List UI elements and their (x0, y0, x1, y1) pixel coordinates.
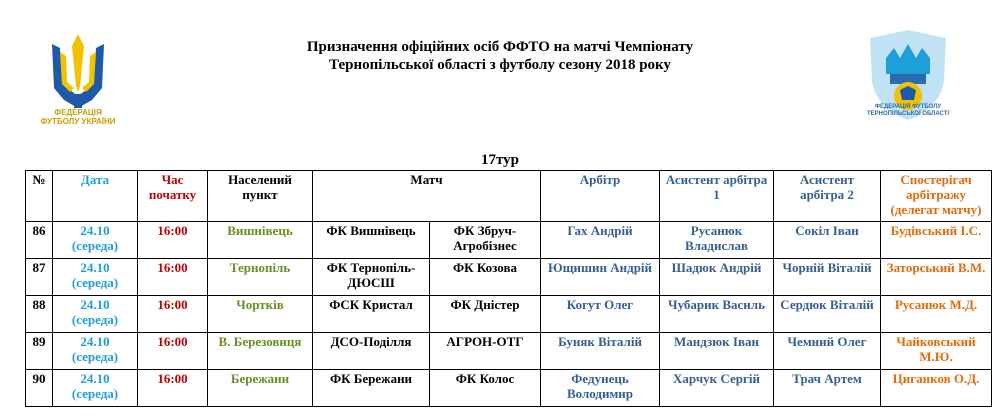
row-home-team: ФК Тернопіль-ДЮСШ (313, 259, 430, 296)
row-home-team: ФК Бережани (313, 370, 430, 407)
col-date: Дата (53, 171, 138, 222)
col-assistant2: Асистент арбітра 2 (774, 171, 881, 222)
row-assistant1: Мандзюк Іван (660, 333, 774, 370)
row-date: 24.10 (середа) (53, 259, 138, 296)
col-time: Час початку (138, 171, 208, 222)
col-observer: Спостерігач арбітражу (делегат матчу) (881, 171, 992, 222)
title-line-1: Призначення офіційних осіб ФФТО на матчі Чемпіонату (306, 39, 694, 55)
row-observer: Русанюк М.Д. (881, 296, 992, 333)
row-assistant1: Харчук Сергій (660, 370, 774, 407)
row-date: 24.10 (середа) (53, 370, 138, 407)
row-observer: Чайковський М.Ю. (881, 333, 992, 370)
row-time: 16:00 (138, 370, 208, 407)
assignments-table (25, 170, 992, 407)
table-header-row (26, 171, 992, 222)
row-place: Бережани (208, 370, 313, 407)
row-home-team: ФК Вишнівець (313, 222, 430, 259)
row-referee: Когут Олег (541, 296, 660, 333)
col-place: Населений пункт (208, 171, 313, 222)
col-referee: Арбітр (541, 171, 660, 222)
row-place: Вишнівець (208, 222, 313, 259)
row-num: 87 (26, 259, 53, 296)
table-row (26, 259, 992, 296)
title-line-2: Тернопільської області з футболу сезону 2018 року (329, 57, 671, 73)
row-time: 16:00 (138, 333, 208, 370)
table-row (26, 370, 992, 407)
row-num: 86 (26, 222, 53, 259)
ffto-logo (866, 28, 950, 122)
row-observer: Будівський І.С. (881, 222, 992, 259)
row-place: В. Березовиця (208, 333, 313, 370)
row-away-team: ФК Дністер (430, 296, 541, 333)
ffto-logo-text: ФЕДЕРАЦІЯ ФУТБОЛУ ТЕРНОПІЛЬСЬКОЇ ОБЛАСТІ (866, 104, 950, 117)
row-assistant2: Сокіл Іван (774, 222, 881, 259)
row-away-team: ФК Колос (430, 370, 541, 407)
row-assistant1: Чубарик Василь (660, 296, 774, 333)
row-assistant2: Трач Артем (774, 370, 881, 407)
row-assistant2: Чорній Віталій (774, 259, 881, 296)
page-title (150, 38, 850, 74)
row-num: 90 (26, 370, 53, 407)
row-num: 89 (26, 333, 53, 370)
row-referee: Гах Андрій (541, 222, 660, 259)
round-label: 17тур (480, 152, 519, 168)
row-observer: Заторський В.М. (881, 259, 992, 296)
row-time: 16:00 (138, 222, 208, 259)
row-date: 24.10 (середа) (53, 296, 138, 333)
row-time: 16:00 (138, 259, 208, 296)
col-num: № (26, 171, 53, 222)
col-match: Матч (313, 171, 541, 222)
table-row (26, 296, 992, 333)
row-home-team: ФСК Кристал (313, 296, 430, 333)
row-place: Тернопіль (208, 259, 313, 296)
row-assistant2: Сердюк Віталій (774, 296, 881, 333)
row-observer: Циганков О.Д. (881, 370, 992, 407)
row-date: 24.10 (середа) (53, 222, 138, 259)
row-assistant1: Русанюк Владислав (660, 222, 774, 259)
ffu-logo-text: ФЕДЕРАЦІЯ ФУТБОЛУ УКРАЇНИ (40, 108, 116, 126)
row-away-team: ФК Козова (430, 259, 541, 296)
row-home-team: ДСО-Поділля (313, 333, 430, 370)
row-away-team: АГРОН-ОТГ (430, 333, 541, 370)
row-assistant1: Шадюк Андрій (660, 259, 774, 296)
table-row (26, 222, 992, 259)
row-date: 24.10 (середа) (53, 333, 138, 370)
row-referee: Буняк Віталій (541, 333, 660, 370)
row-num: 88 (26, 296, 53, 333)
row-assistant2: Чемний Олег (774, 333, 881, 370)
row-referee: Ющишин Андрій (541, 259, 660, 296)
row-time: 16:00 (138, 296, 208, 333)
row-referee: Федунець Володимир (541, 370, 660, 407)
col-assistant1: Асистент арбітра 1 (660, 171, 774, 222)
row-place: Чортків (208, 296, 313, 333)
ffu-logo (40, 30, 116, 142)
table-row (26, 333, 992, 370)
row-away-team: ФК Збруч-Агробізнес (430, 222, 541, 259)
